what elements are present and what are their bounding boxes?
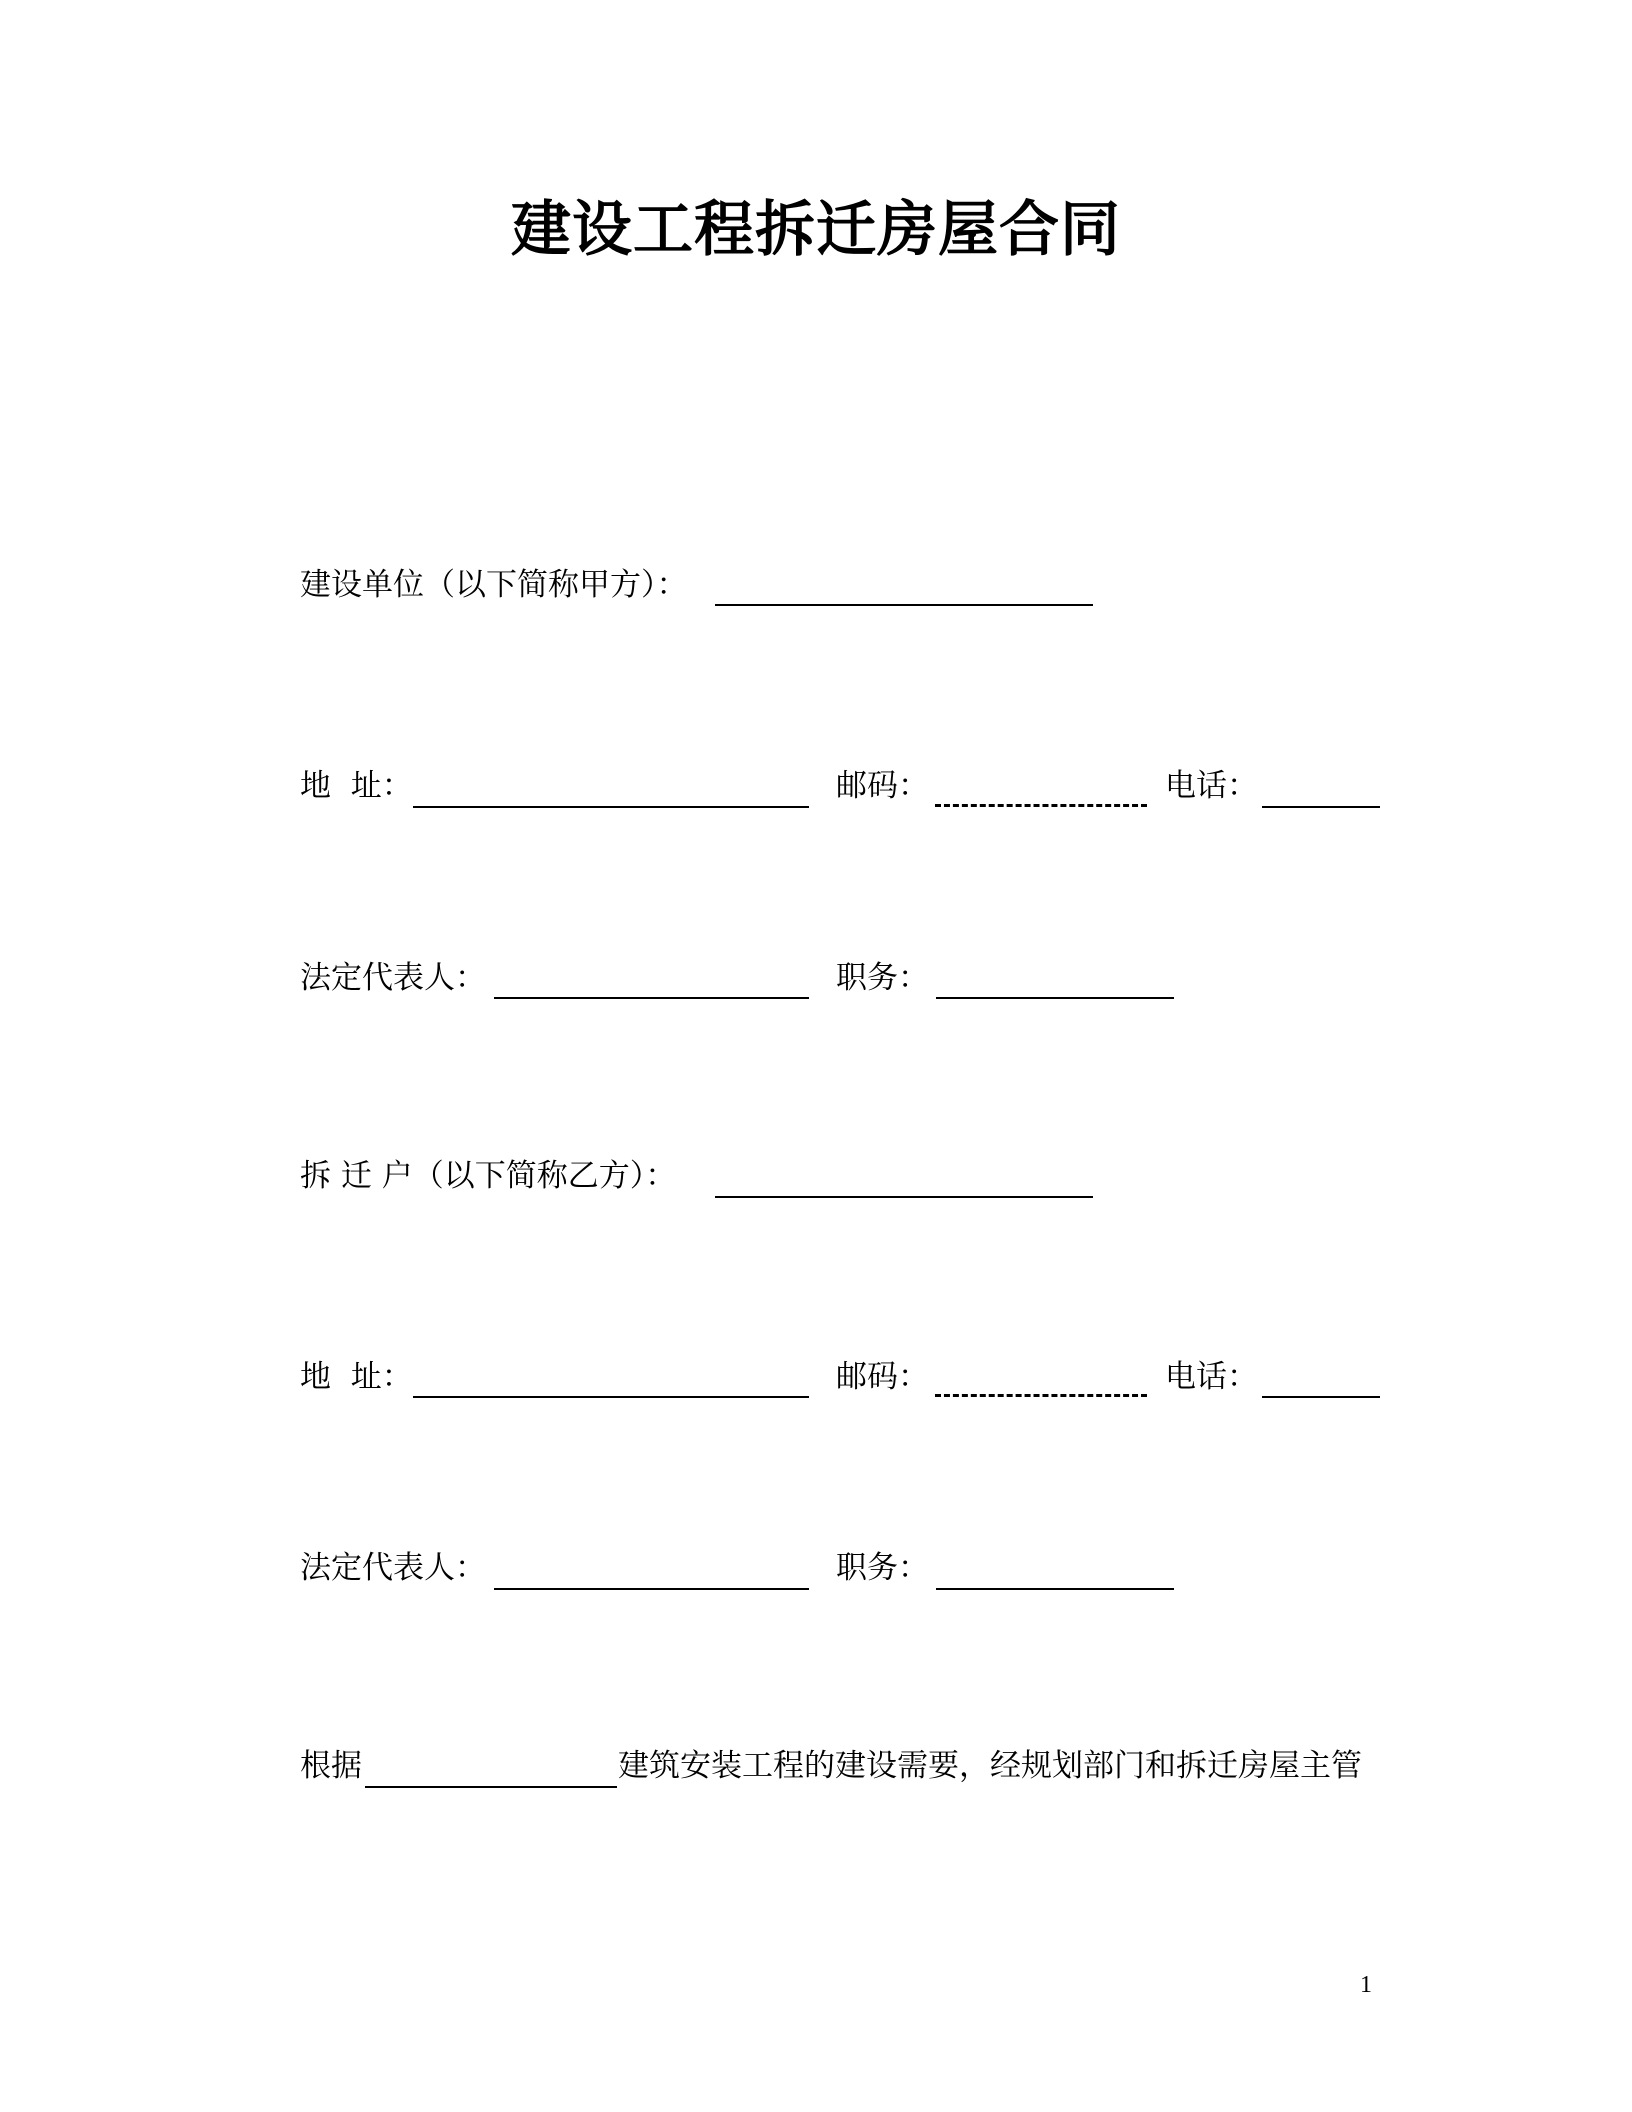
basis-text: 建筑安装工程的建设需要，经规划部门和拆迁房屋主管 [618,1748,1362,1784]
party-b-name-label: 拆 迁 户（以下简称乙方）： [300,1158,677,1194]
party-a-postcode-blank[interactable] [935,804,1147,807]
party-b-name-blank[interactable] [715,1196,1093,1198]
party-b-phone-blank[interactable] [1262,1396,1380,1398]
party-b-address-label: 地 址： [300,1359,413,1395]
party-b-address-blank[interactable] [413,1396,809,1398]
party-a-phone-label: 电话： [1165,768,1258,804]
party-a-rep-label: 法定代表人： [300,960,486,996]
page-number: 1 [1360,1972,1372,1998]
party-a-rep-blank[interactable] [494,997,809,999]
party-b-position-label: 职务： [836,1550,929,1586]
party-a-name-blank[interactable] [715,604,1093,606]
party-b-position-blank[interactable] [936,1588,1174,1590]
basis-project-blank[interactable] [365,1786,617,1788]
party-a-address-blank[interactable] [413,806,809,808]
party-a-phone-blank[interactable] [1262,806,1380,808]
party-b-postcode-label: 邮码： [836,1359,929,1395]
party-b-rep-blank[interactable] [494,1588,809,1590]
party-b-postcode-blank[interactable] [935,1394,1147,1397]
basis-prefix: 根据 [300,1748,362,1784]
document-title: 建设工程拆迁房屋合同 [511,195,1121,265]
party-a-name-label: 建设单位（以下简称甲方）： [300,567,688,603]
party-a-postcode-label: 邮码： [836,768,929,804]
party-b-rep-label: 法定代表人： [300,1550,486,1586]
party-a-position-label: 职务： [836,960,929,996]
party-a-position-blank[interactable] [936,997,1174,999]
party-b-phone-label: 电话： [1165,1359,1258,1395]
party-a-address-label: 地 址： [300,768,413,804]
